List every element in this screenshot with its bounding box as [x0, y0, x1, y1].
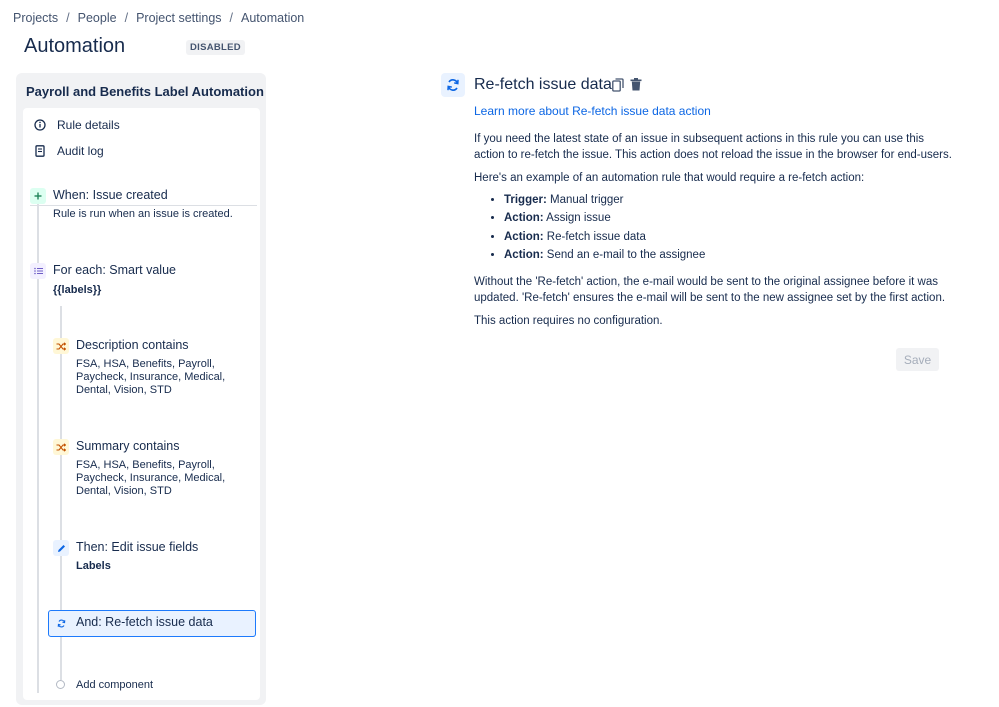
add-component-button[interactable]: Add component	[76, 679, 154, 691]
component-subtitle: {{labels}}	[53, 284, 102, 296]
plus-icon	[30, 188, 46, 204]
list-item: • Action: Re-fetch issue data	[504, 231, 705, 249]
divider	[30, 205, 257, 206]
breadcrumb-separator: /	[66, 11, 70, 25]
add-component-dot	[56, 680, 65, 689]
breadcrumb-separator: /	[124, 11, 129, 25]
rule-details-item[interactable]	[33, 118, 120, 132]
pencil-icon	[53, 540, 69, 556]
list-item: • Action: Send an e-mail to the assignee	[504, 249, 705, 267]
rule-name: Payroll and Benefits Label Automation	[26, 84, 264, 99]
component-title: And: Re-fetch issue data	[76, 615, 213, 629]
component-subtitle: Rule is run when an issue is created.	[53, 208, 233, 220]
save-button[interactable]: Save	[896, 348, 939, 371]
component-subtitle-line: FSA, HSA, Benefits, Payroll,	[76, 358, 215, 370]
list-item: • Trigger: Manual trigger	[504, 194, 705, 212]
list-item: • Action: Assign issue	[504, 212, 705, 230]
breadcrumb-automation[interactable]: Automation	[241, 11, 305, 25]
component-title: When: Issue created	[53, 188, 168, 202]
trash-icon	[630, 78, 642, 94]
component-title: For each: Smart value	[53, 263, 176, 277]
component-title: Summary contains	[76, 439, 180, 453]
breadcrumb-separator: /	[229, 11, 234, 25]
component-subtitle-line: Paycheck, Insurance, Medical,	[76, 371, 226, 383]
description-paragraph: If you need the latest state of an issue in subsequent actions in this rule you can use this action to re-fetch the issue. This action does not reload the issue in the browser for end-users.	[474, 133, 952, 161]
detail-title: Re-fetch issue data	[474, 76, 612, 93]
shuffle-icon	[53, 439, 69, 455]
refresh-icon	[441, 73, 465, 97]
breadcrumb	[13, 11, 304, 25]
shuffle-icon	[53, 338, 69, 354]
example-steps-list	[490, 194, 705, 267]
audit-log-label: Audit log	[57, 144, 104, 158]
component-title: Then: Edit issue fields	[76, 540, 199, 554]
page-title: Automation	[24, 35, 126, 57]
delete-button[interactable]	[628, 78, 644, 94]
refresh-icon	[53, 615, 69, 631]
list-icon	[30, 263, 46, 279]
breadcrumb-projects[interactable]: Projects	[13, 11, 59, 25]
status-badge: DISABLED	[186, 40, 245, 55]
breadcrumb-people[interactable]: People	[77, 11, 117, 25]
config-note: This action requires no configuration.	[474, 315, 663, 327]
component-subtitle: Labels	[76, 560, 111, 572]
component-subtitle-line: FSA, HSA, Benefits, Payroll,	[76, 459, 215, 471]
learn-more-link[interactable]: Learn more about Re-fetch issue data action	[474, 104, 711, 118]
copy-icon	[612, 78, 624, 95]
component-subtitle-line: Dental, Vision, STD	[76, 485, 172, 497]
document-icon	[33, 144, 47, 158]
rule-details-label: Rule details	[57, 118, 120, 132]
copy-button[interactable]	[610, 78, 626, 94]
audit-log-item[interactable]	[33, 144, 104, 158]
component-subtitle-line: Dental, Vision, STD	[76, 384, 172, 396]
info-icon	[33, 118, 47, 132]
component-title: Description contains	[76, 338, 189, 352]
example-intro: Here's an example of an automation rule that would require a re-fetch action:	[474, 172, 865, 184]
component-subtitle-line: Paycheck, Insurance, Medical,	[76, 472, 226, 484]
explanation-paragraph: Without the 'Re-fetch' action, the e-mail would be sent to the original assignee before it was updated. 'Re-fetch' ensures the e-mail will be sent to the new assignee set by the first action.	[474, 276, 946, 304]
breadcrumb-project-settings[interactable]: Project settings	[136, 11, 222, 25]
